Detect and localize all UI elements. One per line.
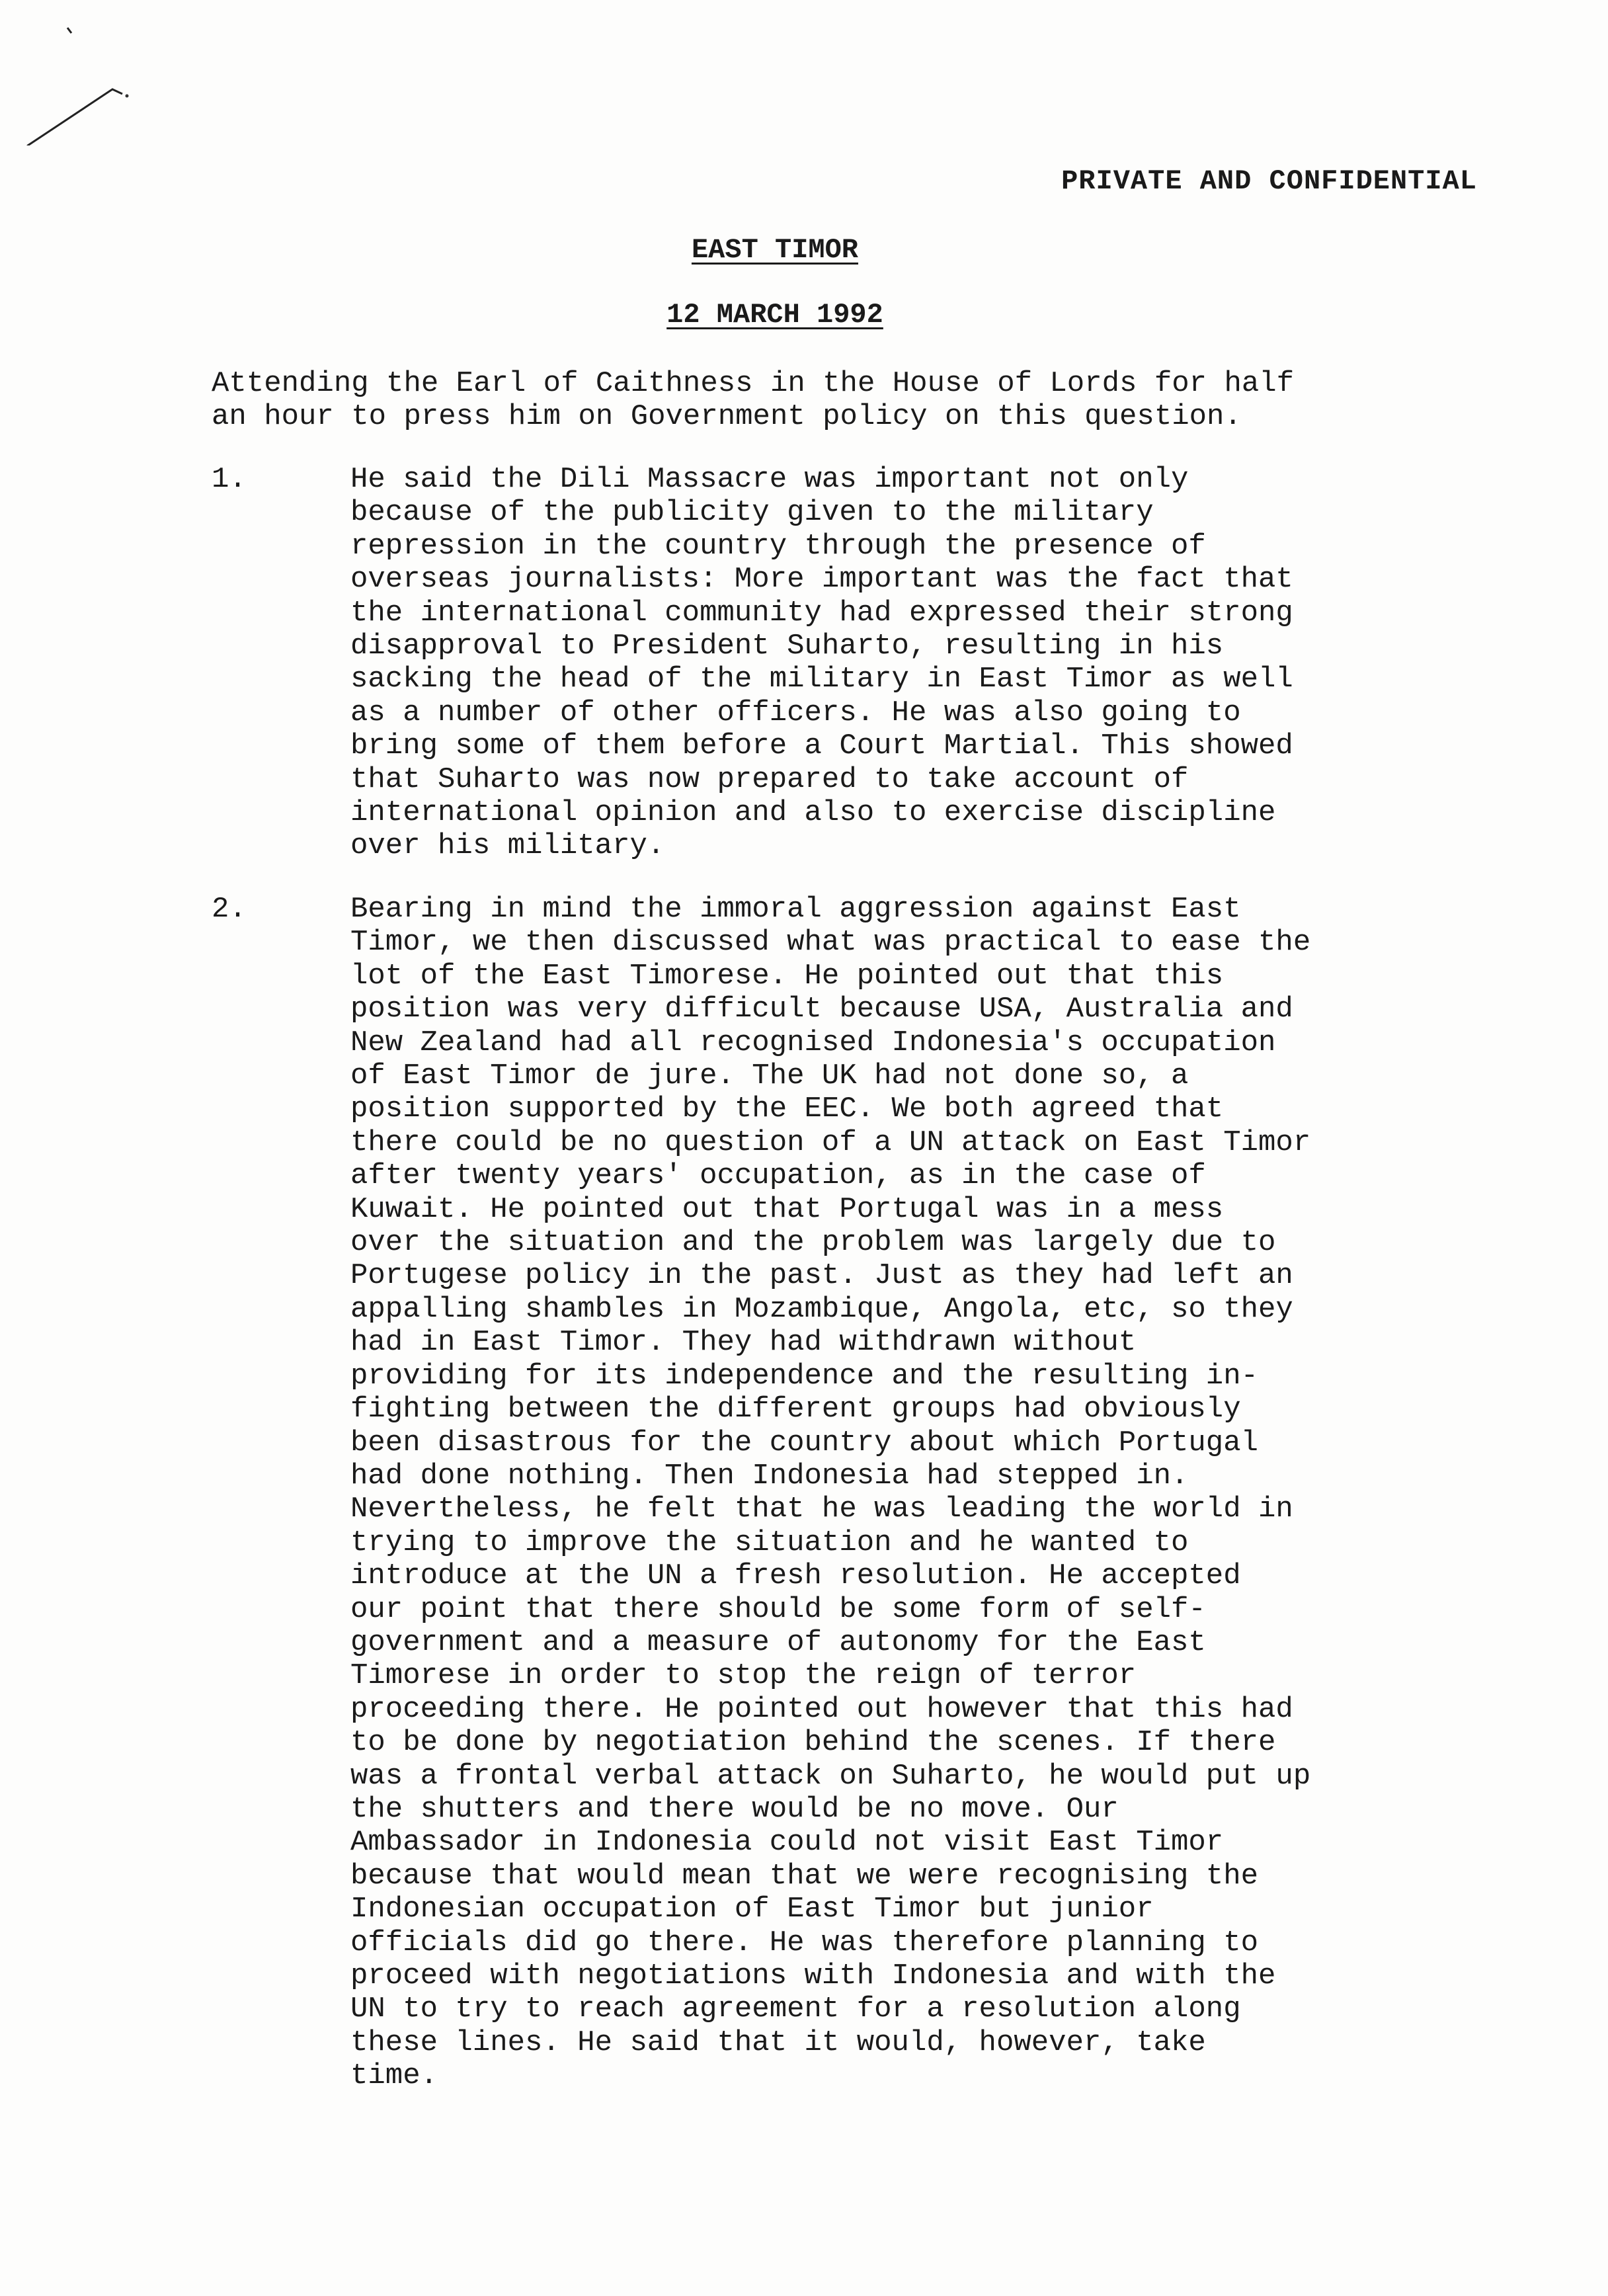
paragraph-number: 1. xyxy=(212,463,247,496)
paragraph-text: Bearing in mind the immoral aggression against East Timor, we then discussed what was practical to ease the lot of the East Timorese. He pointed out that this position was very difficult because USA, Australia and New Zealand had all recognised Indonesia's occupation of East Timor de jure. The UK had not done so, a position supported by the EEC. We both agreed that there could be no question of a UN attack on East Timor after twenty years' occupation, as in the case of Kuwait. He pointed out that Portugal was in a mess over the situation and the problem was largely due to Portugese policy in the past. Just as they had left an appalling shambles in Mozambique, Angola, etc, so they had in East Timor. They had withdrawn without providing for its independence and the resulting in- fighting between the different groups had obviously been disastrous for the country about which Portugal had done nothing. Then Indonesia had stepped in. Nevertheless, he felt that he was leading the world in trying to improve the situation and he wanted to introduce at the UN a fresh resolution. He accepted our point that there should be some form of self- government and a measure of autonomy for the East Timorese in order to stop the reign of terror proceeding there. He pointed out however that this had to be done by negotiation behind the scenes. If there was a frontal verbal attack on Suharto, he would put up the shutters and there would be no move. Our Ambassador in Indonesia could not visit East Timor because that would mean that we were recognising the Indonesian occupation of East Timor but junior officials did go there. He was therefore planning to proceed with negotiations with Indonesia and with the UN to try to reach agreement for a resolution along these lines. He said that it would, however, take time. xyxy=(350,893,1311,2093)
pen-mark xyxy=(13,13,145,145)
document-title xyxy=(0,234,1579,266)
paragraph-number: 2. xyxy=(212,893,247,926)
classification-label: PRIVATE AND CONFIDENTIAL xyxy=(1061,165,1477,197)
date-text: 12 MARCH 1992 xyxy=(666,299,883,331)
document-date xyxy=(0,299,1579,331)
title-text: EAST TIMOR xyxy=(691,234,859,266)
paragraph-text: He said the Dili Massacre was important not only because of the publicity given to the military repression in the country through the presence of overseas journalists: More important was the fact that the international community had expressed their strong disapproval to President Suharto, resulting in his sacking the head of the military in East Timor as well as a number of other officers. He was also going to bring some of them before a Court Martial. This showed that Suharto was now prepared to take account of international opinion and also to exercise discipline over his military. xyxy=(350,463,1293,863)
intro-paragraph: Attending the Earl of Caithness in the House of Lords for half an hour to press him on Government policy on this question. xyxy=(212,367,1295,433)
